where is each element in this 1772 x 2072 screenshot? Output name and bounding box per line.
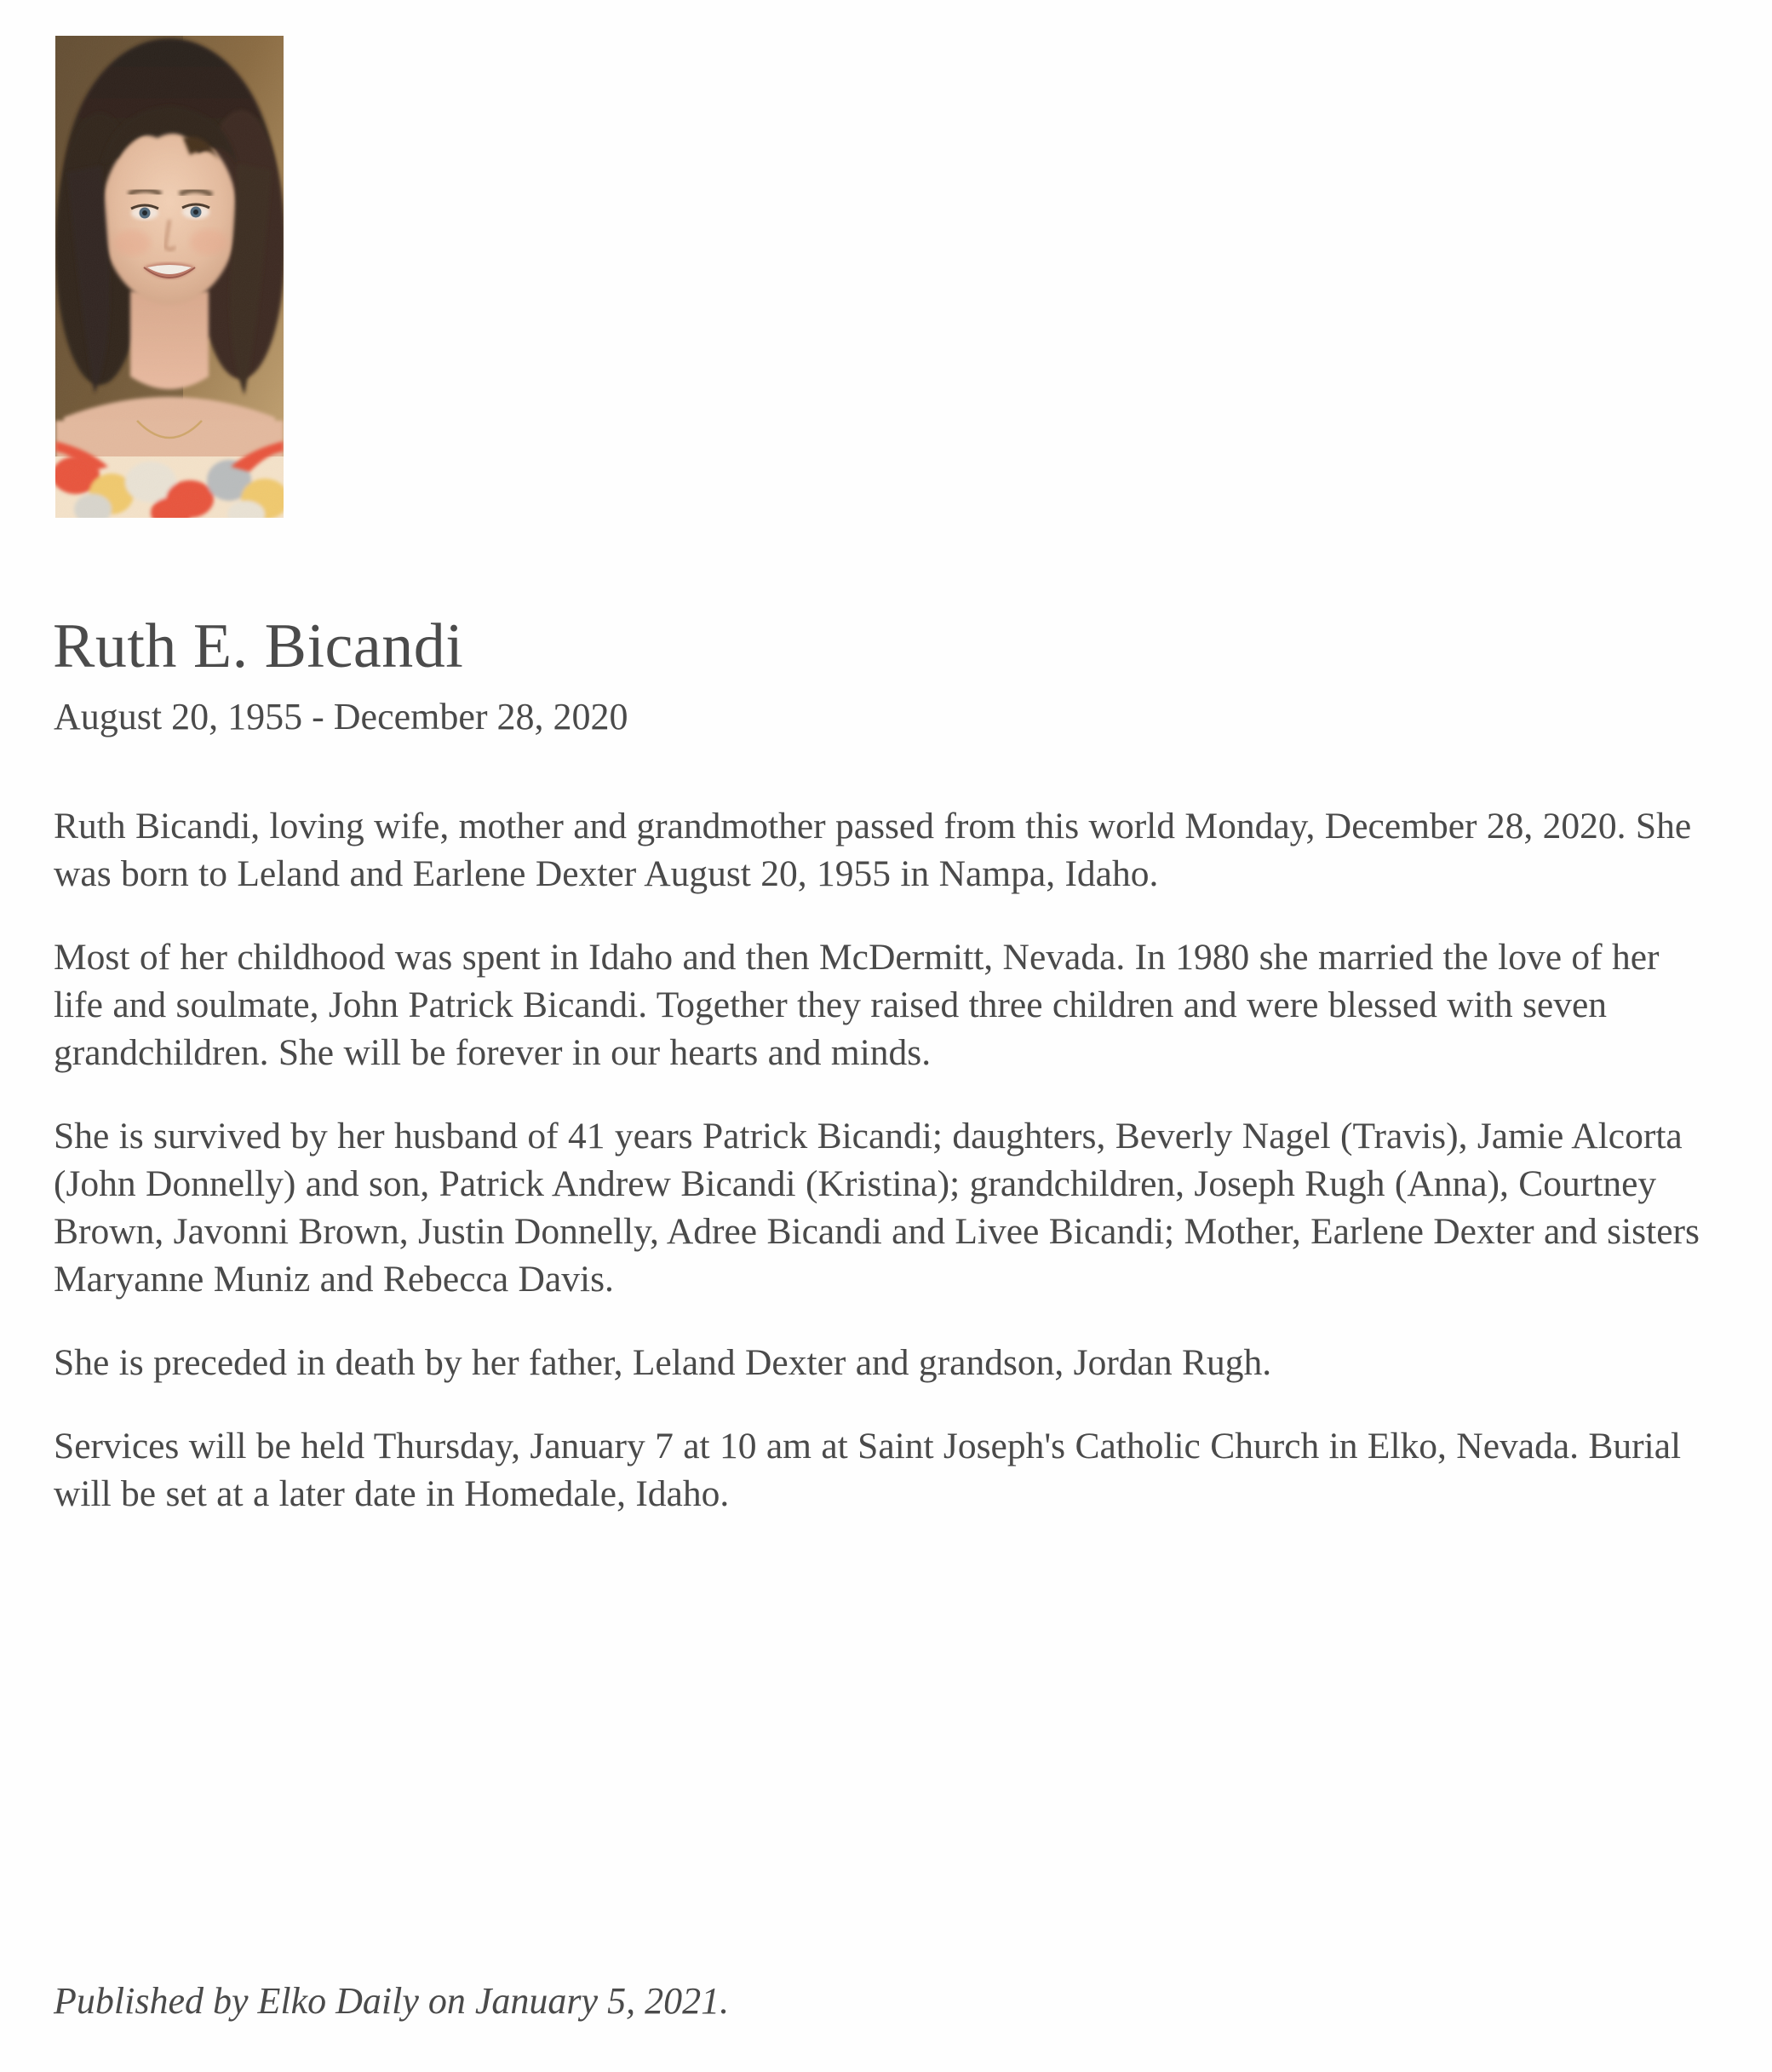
paragraph-preceded: She is preceded in death by her father, Leland Dexter and grandson, Jordan Rugh.: [54, 1342, 1272, 1383]
paragraph-survivors: She is survived by her husband of 41 years Patrick Bicandi; daughters, Beverly Nagel (Travis), Jamie Alcorta (John Donnelly) and son, Patrick Andrew Bicandi (Kristina); grandchildren, Joseph Rugh (Anna), Courtney Brown, Javonni Brown, Justin Donnelly, Adree Bicandi and Livee Bicandi; Mother, Earlene Dexter and sisters Maryanne Muniz and Rebecca Davis.: [54, 1116, 1700, 1300]
paragraph-intro: Ruth Bicandi, loving wife, mother and grandmother passed from this world Monday, December 28, 2020. She was born to Leland and Earlene Dexter August 20, 1955 in Nampa, Idaho.: [54, 806, 1692, 894]
page-title: Ruth E. Bicandi: [53, 611, 464, 681]
portrait-photo-image: [55, 36, 284, 518]
portrait-photo: [55, 36, 284, 518]
publication-credit: Published by Elko Daily on January 5, 2021.: [54, 1980, 730, 2022]
obituary-body: [54, 802, 1712, 1518]
life-dates: August 20, 1955 - December 28, 2020: [54, 696, 628, 738]
paragraph-life: Most of her childhood was spent in Idaho and then McDermitt, Nevada. In 1980 she married the love of her life and soulmate, John Patrick Bicandi. Together they raised three children and were blessed with seven grandchildren. She will be forever in our hearts and minds.: [54, 937, 1660, 1073]
paragraph-services: Services will be held Thursday, January 7 at 10 am at Saint Joseph's Catholic Church in Elko, Nevada. Burial will be set at a later date in Homedale, Idaho.: [54, 1426, 1682, 1514]
